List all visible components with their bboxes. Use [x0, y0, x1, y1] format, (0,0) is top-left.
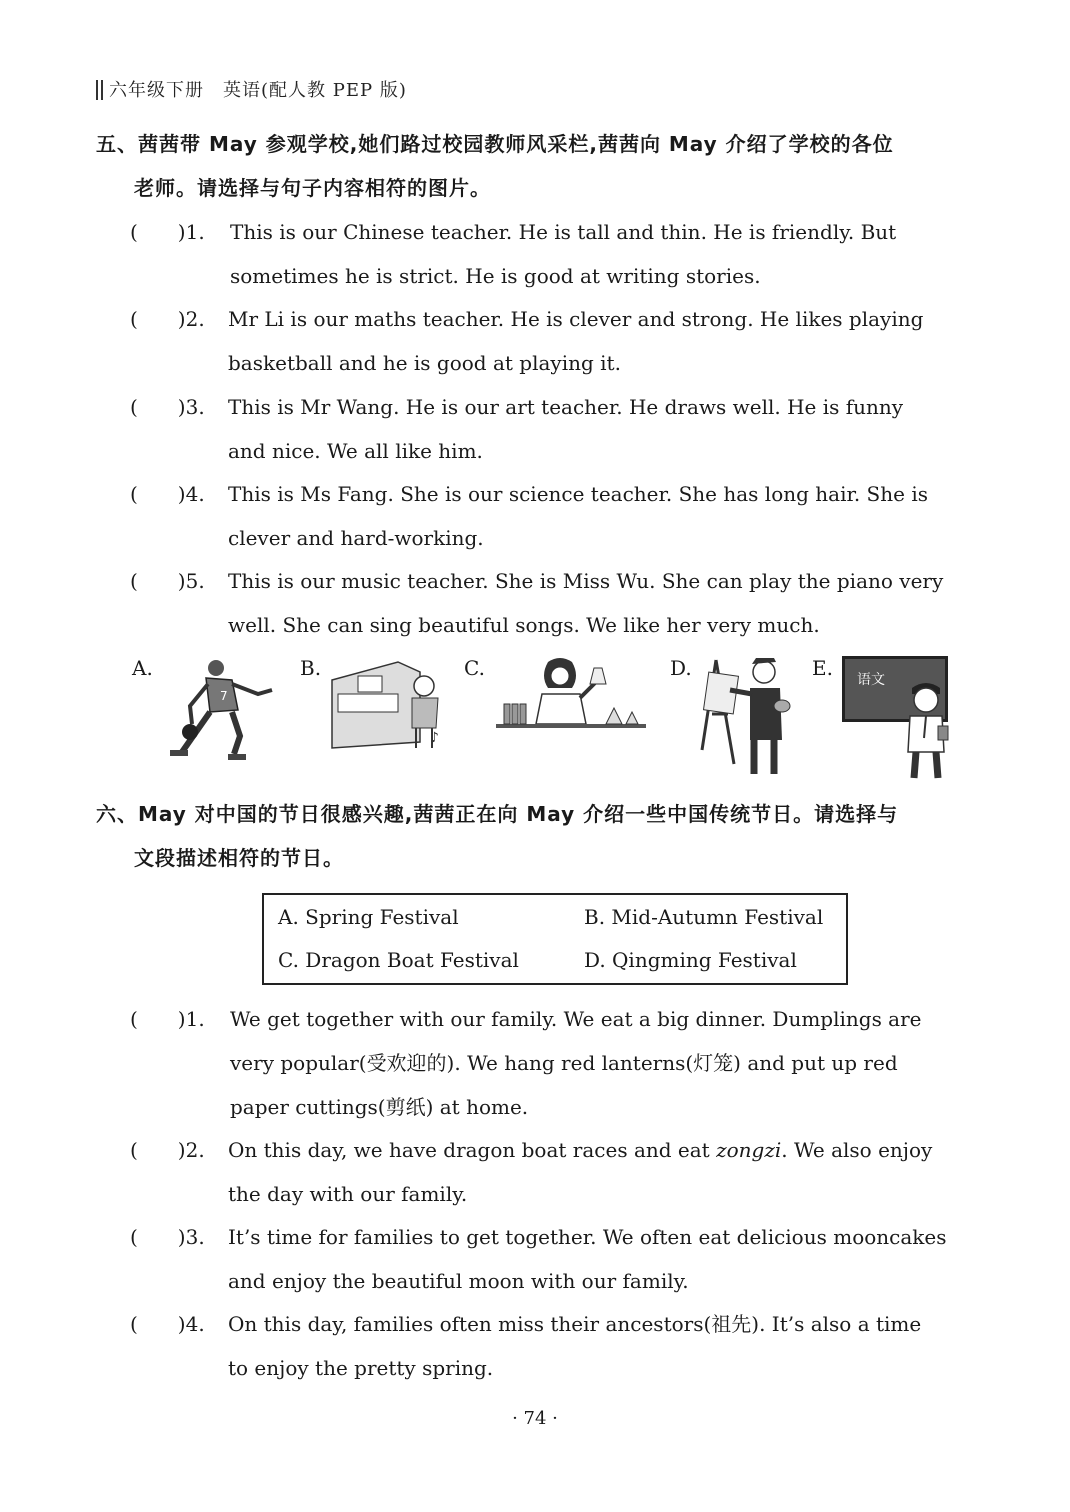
- question-line3: paper cuttings(剪纸) at home.: [230, 1095, 529, 1119]
- festival-options-box: [262, 893, 848, 985]
- section6-title-line1: 六、May 对中国的节日很感兴趣,茜茜正在向 May 介绍一些中国传统节日。请选择与: [96, 802, 899, 826]
- header-bar-icon: [96, 80, 103, 100]
- section5-title-line1: 五、茜茜带 May 参观学校,她们路过校园教师风采栏,茜茜向 May 介绍了学校的各位: [96, 132, 894, 156]
- answer-blank[interactable]: ( )3.: [130, 1225, 205, 1249]
- question-line2: and enjoy the beautiful moon with our family.: [228, 1269, 689, 1293]
- svg-text:♪: ♪: [430, 730, 439, 746]
- question-line2: basketball and he is good at playing it.: [228, 351, 621, 375]
- answer-blank[interactable]: ( )5.: [130, 569, 205, 593]
- option-b: B. Mid-Autumn Festival: [584, 905, 824, 929]
- chalkboard-text: 语文: [857, 672, 885, 688]
- question-line2: sometimes he is strict. He is good at writing stories.: [230, 264, 761, 288]
- basketball-player-icon: [162, 654, 280, 766]
- question-line1: It’s time for families to get together. We often eat delicious mooncakes: [228, 1225, 947, 1249]
- question-line1: This is Mr Wang. He is our art teacher. He draws well. He is funny: [228, 395, 904, 419]
- painter-icon: [694, 654, 794, 782]
- line1-part-c: . We also enjoy: [781, 1138, 933, 1162]
- option-c: C. Dragon Boat Festival: [278, 948, 519, 972]
- header-text: 六年级下册 英语(配人教 PEP 版): [109, 80, 407, 101]
- question-line2: the day with our family.: [228, 1182, 468, 1206]
- section6-title: [96, 792, 976, 880]
- option-d: D. Qingming Festival: [584, 948, 797, 972]
- zongzi-term: zongzi: [716, 1138, 782, 1162]
- question-line1: On this day, families often miss their ancestors(祖先). It’s also a time: [228, 1312, 922, 1336]
- running-header: [96, 76, 407, 102]
- question-line1: This is Ms Fang. She is our science teacher. She has long hair. She is: [228, 482, 928, 506]
- scientist-icon: [496, 654, 646, 742]
- picture-label: B.: [300, 656, 322, 680]
- section5-title-line2: 老师。请选择与句子内容相符的图片。: [134, 176, 491, 200]
- question-line1: This is our Chinese teacher. He is tall and thin. He is friendly. But: [230, 220, 897, 244]
- question-line1: [228, 1128, 976, 1172]
- chinese-teacher-icon: [898, 680, 954, 780]
- option-a: A. Spring Festival: [278, 905, 459, 929]
- question-line2: very popular(受欢迎的). We hang red lanterns(灯笼) and put up red: [230, 1051, 898, 1075]
- picture-label: D.: [670, 656, 692, 680]
- question-line1: We get together with our family. We eat a big dinner. Dumplings are: [230, 1007, 922, 1031]
- answer-blank[interactable]: ( )1.: [130, 220, 205, 244]
- svg-text:7: 7: [220, 689, 228, 703]
- question-line2: clever and hard-working.: [228, 526, 484, 550]
- question-line2: and nice. We all like him.: [228, 439, 483, 463]
- piano-player-icon: [328, 656, 446, 754]
- question-line2: to enjoy the pretty spring.: [228, 1356, 494, 1380]
- picture-options: [130, 650, 960, 785]
- section5-title: [96, 122, 976, 210]
- answer-blank[interactable]: ( )4.: [130, 1312, 205, 1336]
- section6-title-line2: 文段描述相符的节日。: [134, 846, 344, 870]
- question-line1: Mr Li is our maths teacher. He is clever and strong. He likes playing: [228, 307, 924, 331]
- picture-label: E.: [812, 656, 833, 680]
- question-line2: well. She can sing beautiful songs. We like her very much.: [228, 613, 820, 637]
- answer-blank[interactable]: ( )4.: [130, 482, 205, 506]
- answer-blank[interactable]: ( )2.: [130, 307, 205, 331]
- picture-label: A.: [132, 656, 153, 680]
- answer-blank[interactable]: ( )3.: [130, 395, 205, 419]
- line1-part-a: On this day, we have dragon boat races and eat: [228, 1138, 717, 1162]
- question-line1: This is our music teacher. She is Miss Wu. She can play the piano very: [228, 569, 944, 593]
- picture-label: C.: [464, 656, 485, 680]
- answer-blank[interactable]: ( )1.: [130, 1007, 205, 1031]
- page-number: · 74 ·: [512, 1408, 558, 1429]
- answer-blank[interactable]: ( )2.: [130, 1138, 205, 1162]
